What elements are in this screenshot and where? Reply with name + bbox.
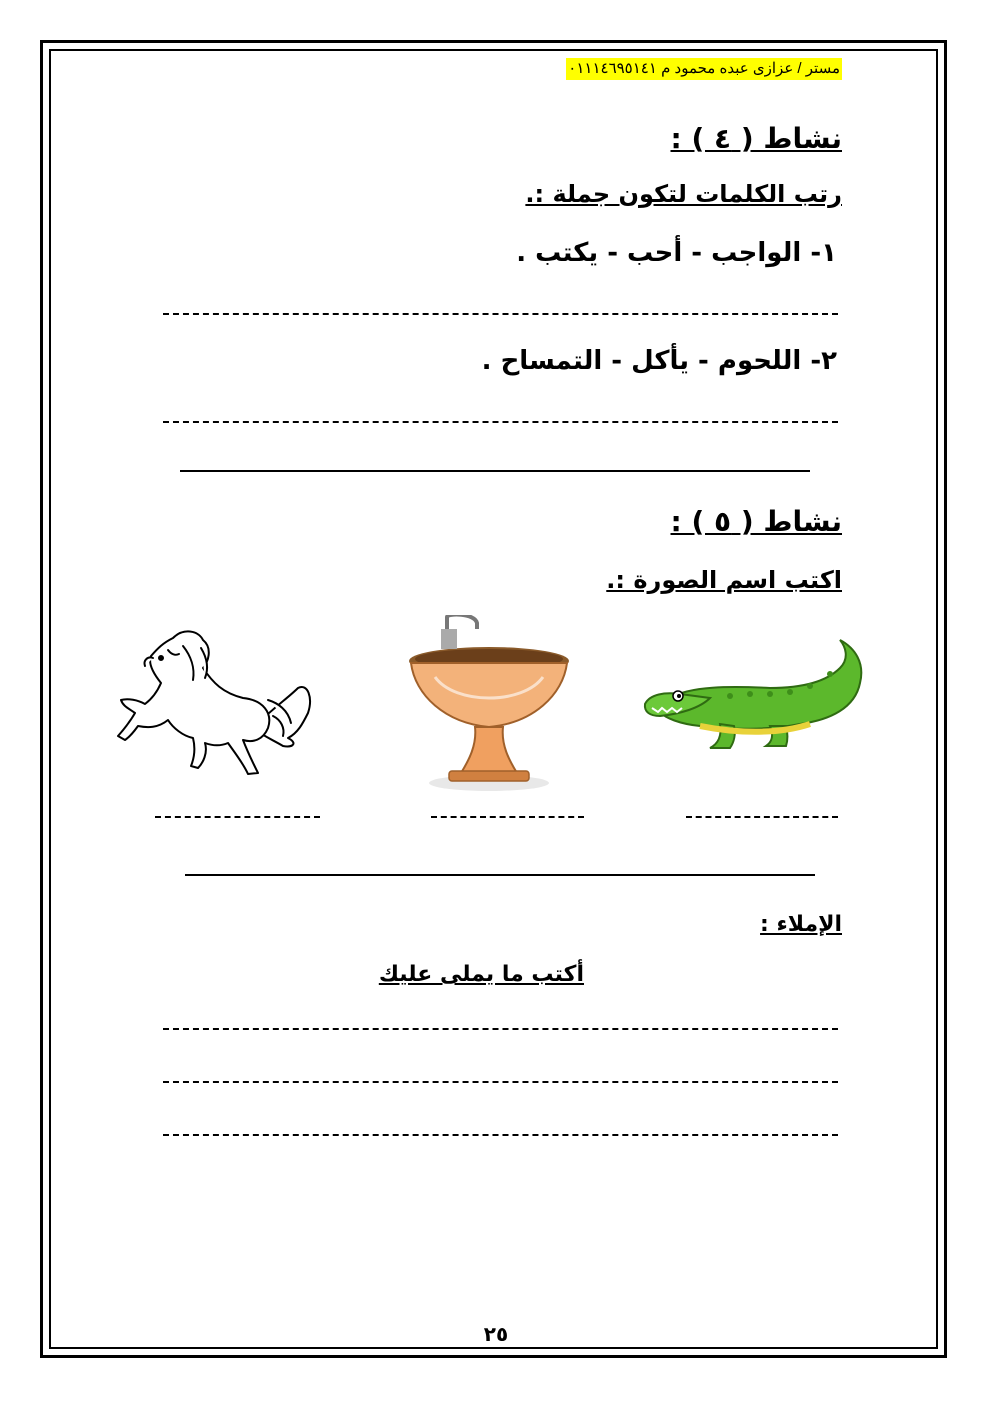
section-divider-2 (185, 874, 815, 876)
picture-answer-line-washbasin[interactable] (431, 816, 584, 818)
activity-4-instruction: رتب الكلمات لتكون جملة :. (525, 180, 842, 208)
answer-line-1[interactable] (163, 313, 838, 315)
teacher-credit: مستر / عزازى عبده محمود م ٠١١١٤٦٩٥١٤١ (566, 58, 842, 80)
activity-5-instruction: اكتب اسم الصورة :. (606, 566, 842, 594)
picture-answer-line-horse[interactable] (155, 816, 320, 818)
crocodile-icon (640, 638, 868, 758)
dictation-instruction: أكتب ما يملى عليك (378, 962, 584, 987)
dictation-title: الإملاء : (760, 912, 842, 937)
dictation-line-3[interactable] (163, 1134, 838, 1136)
answer-line-2[interactable] (163, 421, 838, 423)
sentence-item-2: ٢- اللحوم - يأكل - التمساح . (481, 346, 837, 376)
washbasin-icon (405, 615, 573, 795)
activity-5-title: نشاط ( ٥ ) : (670, 505, 842, 538)
sentence-item-1: ١- الواجب - أحب - يكتب . (516, 238, 837, 268)
activity-4-title: نشاط ( ٤ ) : (670, 122, 842, 155)
section-divider-1 (180, 470, 810, 472)
picture-answer-line-crocodile[interactable] (686, 816, 838, 818)
dictation-line-1[interactable] (163, 1028, 838, 1030)
page-number: ٢٥ (483, 1322, 509, 1346)
dictation-line-2[interactable] (163, 1081, 838, 1083)
horse-icon (113, 628, 318, 778)
